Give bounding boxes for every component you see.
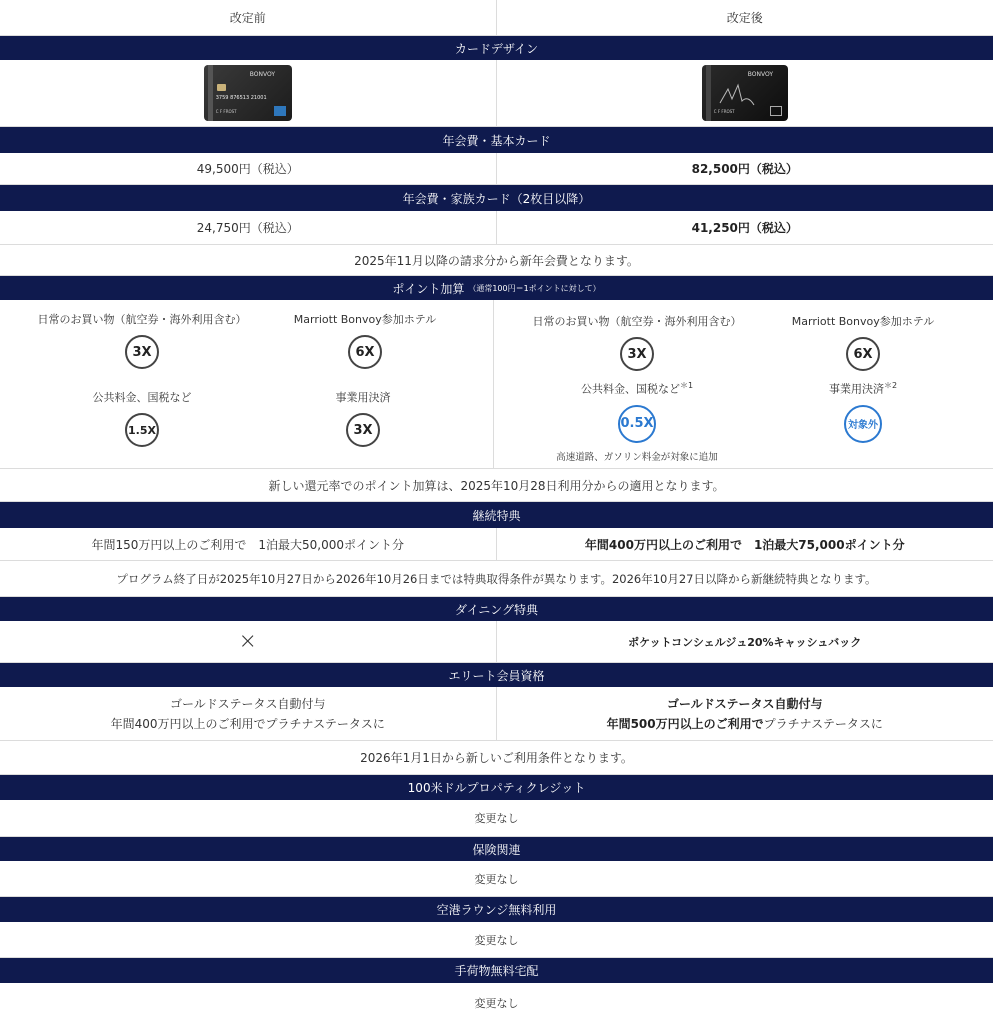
section-header-property-credit: 100米ドルプロパティクレジット bbox=[0, 775, 993, 800]
card-after-brand: BONVOY bbox=[747, 71, 774, 78]
lounge-value: 変更なし bbox=[0, 922, 993, 958]
elite-after-line1: ゴールドステータス自動付与 bbox=[667, 696, 823, 711]
amex-logo-icon bbox=[274, 106, 286, 116]
annual-fee-basic-after: 82,500円（税込） bbox=[691, 162, 798, 176]
column-before: 改定前 bbox=[0, 0, 497, 35]
points-note: 新しい還元率でのポイント加算は、2025年10月28日利用分からの適用となります。 bbox=[0, 469, 993, 502]
footnote-1: ＊1 bbox=[679, 381, 694, 390]
section-header-annual-fee-family: 年会費・家族カード（2枚目以降） bbox=[0, 185, 993, 211]
points-before-business bbox=[278, 389, 448, 447]
section-header-points bbox=[0, 276, 993, 300]
elite-note: 2026年1月1日から新しいご利用条件となります。 bbox=[0, 741, 993, 775]
elite-after-line2-rest: プラチナステータスに bbox=[763, 716, 883, 731]
property-credit-value: 変更なし bbox=[0, 800, 993, 837]
card-before-brand: BONVOY bbox=[249, 71, 276, 78]
rate-badge: 1.5X bbox=[125, 413, 159, 447]
card-before-chip bbox=[217, 84, 226, 91]
annual-fee-basic-before: 49,500円（税込） bbox=[0, 153, 497, 184]
points-after-business bbox=[778, 380, 948, 443]
elite-row bbox=[0, 687, 993, 741]
points-before-daily bbox=[37, 311, 247, 369]
continuation-before: 年間150万円以上のご利用で 1泊最大50,000ポイント分 bbox=[0, 528, 497, 560]
section-header-dining: ダイニング特典 bbox=[0, 597, 993, 621]
rate-badge: 3X bbox=[620, 337, 654, 371]
rate-label: Marriott Bonvoy参加ホテル bbox=[293, 313, 437, 326]
points-before-utilities bbox=[57, 389, 227, 447]
elite-after-line2-bold: 年間500万円以上のご利用で bbox=[606, 716, 764, 731]
card-design-row bbox=[0, 60, 993, 127]
annual-fee-family-row bbox=[0, 211, 993, 245]
rate-badge: 6X bbox=[348, 335, 382, 369]
rate-label: Marriott Bonvoy参加ホテル bbox=[791, 315, 935, 328]
card-before-name: C F FROST bbox=[215, 109, 237, 114]
dining-after: ポケットコンシェルジュ20%キャッシュバック bbox=[628, 635, 862, 649]
column-after: 改定後 bbox=[726, 11, 763, 25]
baggage-value: 変更なし bbox=[474, 996, 519, 1010]
card-after-name: C F FROST bbox=[713, 109, 735, 114]
rate-label: 日常のお買い物（航空券・海外利用含む） bbox=[37, 313, 247, 326]
dining-before-cross-icon: × bbox=[0, 621, 497, 662]
points-row bbox=[0, 300, 993, 469]
rate-badge: 3X bbox=[346, 413, 380, 447]
points-after-marriott bbox=[778, 313, 948, 371]
elite-after bbox=[497, 687, 993, 740]
column-header-row bbox=[0, 0, 993, 36]
elite-before bbox=[0, 687, 497, 740]
rate-label: 事業用決済 bbox=[828, 382, 884, 396]
rate-label: 公共料金、国税など bbox=[92, 391, 192, 404]
rate-badge: 0.5X bbox=[618, 405, 656, 443]
rate-label: 公共料金、国税など bbox=[580, 382, 680, 396]
section-header-card-design: カードデザイン bbox=[0, 36, 993, 60]
section-header-annual-fee-basic: 年会費・基本カード bbox=[0, 127, 993, 153]
card-after-logo-icon bbox=[770, 106, 782, 116]
continuation-row bbox=[0, 528, 993, 561]
annual-fee-family-after: 41,250円（税込） bbox=[691, 221, 798, 235]
card-image-before bbox=[204, 65, 292, 121]
dining-row bbox=[0, 621, 993, 663]
card-before-number: 3759 876513 21001 bbox=[215, 95, 267, 101]
rate-label: 日常のお買い物（航空券・海外利用含む） bbox=[532, 315, 742, 328]
card-before-cell bbox=[0, 60, 497, 126]
points-header-note: （通常100円＝1ポイントに対して） bbox=[468, 283, 601, 293]
annual-fee-family-before: 24,750円（税込） bbox=[0, 211, 497, 244]
rate-label: 事業用決済 bbox=[335, 391, 391, 404]
points-before-marriott bbox=[280, 311, 450, 369]
rate-badge: 6X bbox=[846, 337, 880, 371]
points-after-daily bbox=[532, 313, 742, 371]
elite-before-line2: 年間400万円以上のご利用でプラチナステータスに bbox=[110, 716, 385, 731]
section-header-lounge: 空港ラウンジ無料利用 bbox=[0, 897, 993, 922]
fee-note: 2025年11月以降の請求分から新年会費となります。 bbox=[0, 245, 993, 276]
insurance-value: 変更なし bbox=[0, 861, 993, 897]
section-header-insurance: 保険関連 bbox=[0, 837, 993, 861]
rate-badge: 対象外 bbox=[844, 405, 882, 443]
continuation-after: 年間400万円以上のご利用で 1泊最大75,000ポイント分 bbox=[584, 537, 905, 552]
points-after-utilities bbox=[552, 380, 722, 463]
annual-fee-basic-row bbox=[0, 153, 993, 185]
footnote-2: ＊2 bbox=[883, 381, 898, 390]
continuation-note: プログラム終了日が2025年10月27日から2026年10月26日までは特典取得条件が異なります。2026年10月27日以降から新継続特典となります。 bbox=[0, 561, 993, 597]
elite-before-line1: ゴールドステータス自動付与 bbox=[170, 696, 326, 711]
section-header-baggage: 手荷物無料宅配 bbox=[0, 958, 993, 983]
card-image-after bbox=[702, 65, 788, 121]
section-header-continuation: 継続特典 bbox=[0, 502, 993, 528]
rate-badge: 3X bbox=[125, 335, 159, 369]
rate-note: 高速道路、ガソリン料金が対象に追加 bbox=[556, 451, 718, 463]
points-header-title: ポイント加算 bbox=[392, 281, 465, 296]
section-header-elite: エリート会員資格 bbox=[0, 663, 993, 687]
card-after-cell bbox=[497, 60, 993, 126]
